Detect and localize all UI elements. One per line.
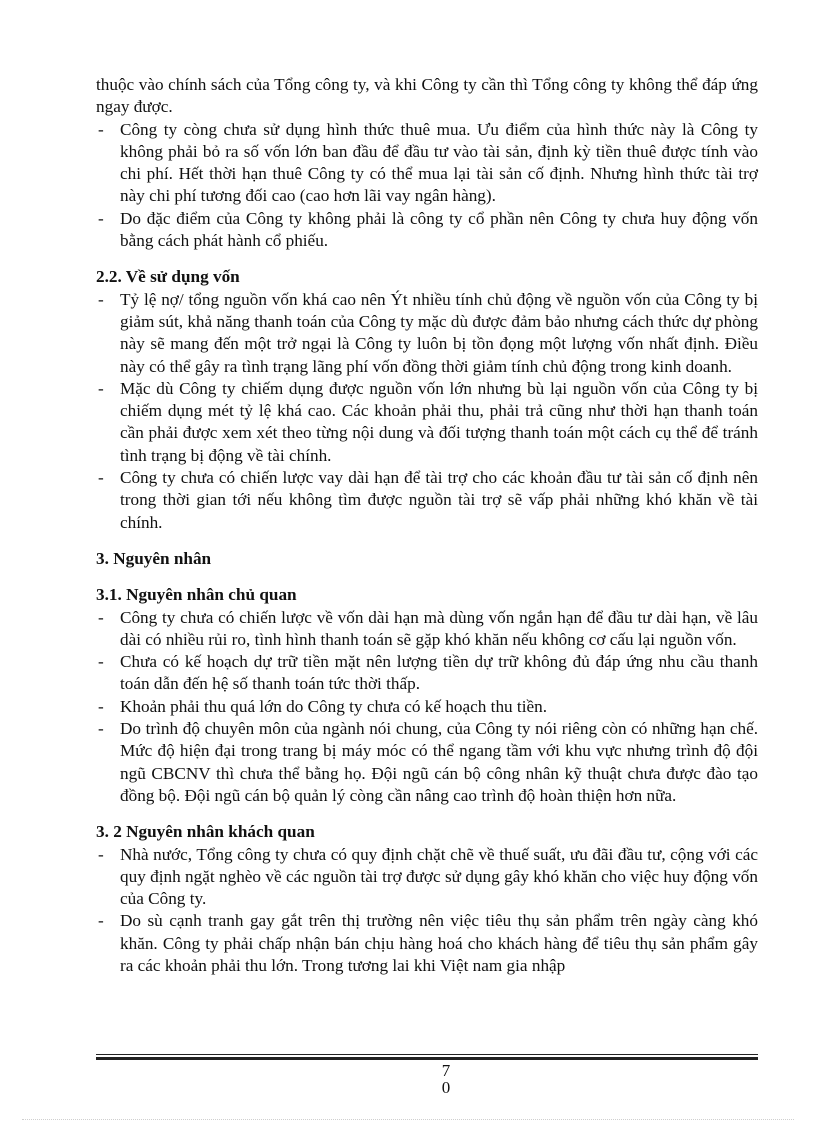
- heading-3: 3. Nguyên nhân: [96, 548, 212, 568]
- subjective-causes-list: [96, 607, 758, 808]
- page-edge-dotted-line: [22, 1119, 794, 1120]
- bullet-dash: -: [98, 844, 104, 864]
- bullet-dash: -: [98, 652, 104, 672]
- footer-divider: [96, 1054, 758, 1060]
- list-item: - Tỷ lệ nợ/ tổng nguồn vốn khá cao nên Ýt nhiều tính chủ động về nguồn vốn của Công ty bị giảm sút, khả năng thanh toán của Công ty mặc dù được đảm bảo nhưng cách thức dự phòng này sẽ mang đến một trở ngại là Công ty luôn bị tồn đọng một lượng vốn nhất định. Điều này có thể gây ra tình trạng lãng phí vốn đồng thời giảm tính chủ động trong kinh doanh.: [98, 289, 758, 376]
- page-number: [96, 1062, 796, 1096]
- heading-3-1: 3.1. Nguyên nhân chủ quan: [96, 585, 297, 605]
- funding-issues-list: [96, 119, 758, 253]
- objective-causes-list: [96, 844, 758, 978]
- bullet-dash: -: [98, 607, 104, 627]
- list-item: - Do sù cạnh tranh gay gắt trên thị trường nên việc tiêu thụ sản phẩm trên ngày càng khó khăn. Công ty phải chấp nhận bán chịu hàng hoá cho khách hàng để tiêu thụ sản phẩm gây ra các khoản phải thu lớn. Trong tương lai khi Việt nam gia nhập: [98, 911, 758, 975]
- list-item: - Nhà nước, Tổng công ty chưa có quy định chặt chẽ về thuế suất, ưu đãi đầu tư, cộng với các quy định ngặt nghèo về các nguồn tài trợ được sử dụng gây khó khăn cho việc huy động vốn của Công ty.: [98, 844, 758, 909]
- bullet-dash: -: [98, 719, 104, 739]
- capital-usage-list: [96, 289, 758, 534]
- list-item: - Do đặc điểm của Công ty không phải là công ty cổ phần nên Công ty chưa huy động vốn bằng cách phát hành cổ phiếu.: [98, 208, 758, 251]
- list-item: - Mặc dù Công ty chiếm dụng được nguồn vốn lớn nhưng bù lại nguồn vốn của Công ty bị chiếm dụng mét tỷ lệ khá cao. Các khoản phải thu, phải trả cũng như thời hạn thanh toán cần phải được xem xét theo từng nội dung và đối tượng thanh toán một cách cụ thể để tránh tình trạng bị động về tài chính.: [98, 378, 758, 465]
- document-page: [96, 74, 758, 977]
- list-item: - Công ty còng chưa sử dụng hình thức thuê mua. Ưu điểm của hình thức này là Công ty không phải bỏ ra số vốn lớn ban đầu để đầu tư vào tài sản, định kỳ tiền thuê được tính vào chi phí. Hết thời hạn thuê Công ty có thể mua lại tài sản cố định. Nhưng hình thức tài trợ này chi phí tương đối cao (cao hơn lãi vay ngân hàng).: [98, 119, 758, 206]
- bullet-dash: -: [98, 119, 104, 139]
- page-number-line-2: 0: [441, 1078, 451, 1097]
- bullet-dash: -: [98, 468, 104, 488]
- bullet-dash: -: [98, 289, 104, 309]
- bullet-dash: -: [98, 696, 104, 716]
- bullet-dash: -: [98, 911, 104, 931]
- list-item: - Do trình độ chuyên môn của ngành nói chung, của Công ty nói riêng còn có những hạn chế. Mức độ hiện đại trong trang bị máy móc có thể ngang tầm với khu vực nhưng trình độ đội ngũ CBCNV thì chưa thể bằng họ. Đội ngũ cán bộ công nhân kỹ thuật chưa được đào tạo đồng bộ. Đội ngũ cán bộ quản lý còng cần nâng cao trình độ hoàn thiện hơn nữa.: [98, 719, 758, 805]
- heading-2-2: 2.2. Về sử dụng vốn: [96, 267, 240, 287]
- list-item: - Công ty chưa có chiến lược vay dài hạn để tài trợ cho các khoản đầu tư tài sản cố định nên trong thời gian tới nếu không tìm được nguồn tài trợ sẽ vấp phải những khó khăn về tài chính.: [98, 468, 758, 532]
- list-item: - Công ty chưa có chiến lược về vốn dài hạn mà dùng vốn ngắn hạn để đầu tư dài hạn, về lâu dài có nhiều rủi ro, tình hình thanh toán sẽ gặp khó khăn nếu không cơ cấu lại nguồn vốn.: [98, 607, 758, 649]
- list-item: - Khoản phải thu quá lớn do Công ty chưa có kế hoạch thu tiền.: [96, 696, 758, 718]
- heading-3-2: 3. 2 Nguyên nhân khách quan: [96, 822, 315, 842]
- intro-paragraph: thuộc vào chính sách của Tổng công ty, và khi Công ty cần thì Tổng công ty không thể đáp ứng ngay được.: [96, 75, 758, 117]
- page-number-line-1: 7: [441, 1061, 451, 1080]
- bullet-dash: -: [98, 378, 104, 398]
- bullet-dash: -: [98, 208, 104, 228]
- list-item: - Chưa có kế hoạch dự trữ tiền mặt nên lượng tiền dự trữ không đủ đáp ứng nhu cầu thanh toán dẫn đến hệ số thanh toán tức thời thấp.: [98, 652, 758, 694]
